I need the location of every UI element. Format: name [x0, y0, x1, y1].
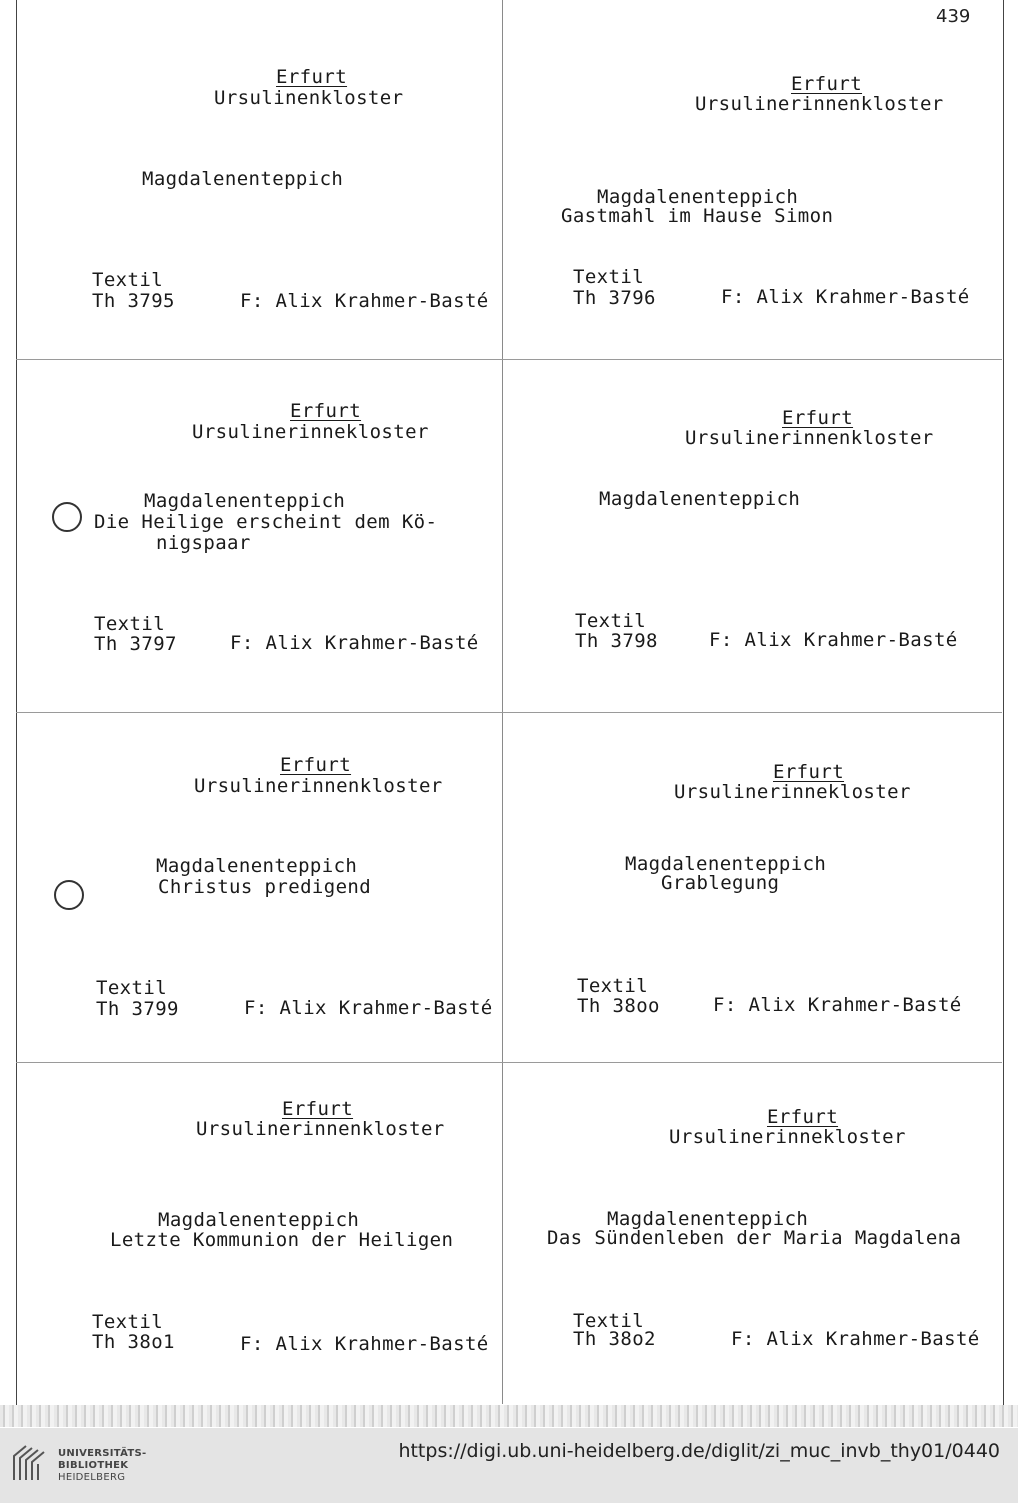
card-institution: Ursulinerinnenkloster: [196, 1118, 445, 1140]
card-title-line: Magdalenenteppich: [144, 490, 346, 512]
card-title-line: nigspaar: [156, 532, 251, 554]
card-city: Erfurt: [791, 73, 863, 95]
card-institution: Ursulinerinnekloster: [192, 421, 429, 443]
scan-edge-strip: [0, 1405, 1018, 1427]
catalog-card-th-3799: [16, 713, 502, 1065]
card-city: Erfurt: [282, 1098, 354, 1120]
card-photographer: F: Alix Krahmer-Basté: [709, 629, 958, 651]
card-city: Erfurt: [290, 400, 362, 422]
card-institution: Ursulinerinnekloster: [674, 781, 911, 803]
card-institution: Ursulinerinnenkloster: [685, 427, 934, 449]
card-city: Erfurt: [782, 407, 854, 429]
card-inventory-number: Th 38o2: [573, 1328, 656, 1350]
card-category: Textil: [573, 1310, 645, 1332]
card-inventory-number: Th 38oo: [577, 995, 660, 1017]
card-title-line: Magdalenenteppich: [156, 855, 358, 877]
card-photographer: F: Alix Krahmer-Basté: [240, 1333, 489, 1355]
card-title-line: Christus predigend: [158, 876, 372, 898]
catalog-card-th-3796: [503, 0, 989, 352]
card-category: Textil: [94, 613, 166, 635]
card-inventory-number: Th 3796: [573, 287, 656, 309]
source-url-link[interactable]: https://digi.ub.uni-heidelberg.de/diglit/zi_muc_invb_thy01/0440: [398, 1440, 1000, 1462]
card-inventory-number: Th 3799: [96, 998, 179, 1020]
card-photographer: F: Alix Krahmer-Basté: [244, 997, 493, 1019]
logo-text-line: BIBLIOTHEK: [58, 1460, 129, 1471]
card-category: Textil: [92, 1311, 164, 1333]
card-photographer: F: Alix Krahmer-Basté: [230, 632, 479, 654]
card-title-line: Gastmahl im Hause Simon: [561, 205, 834, 227]
card-city: Erfurt: [276, 66, 348, 88]
card-category: Textil: [575, 610, 647, 632]
card-institution: Ursulinerinnekloster: [669, 1126, 906, 1148]
card-category: Textil: [577, 975, 649, 997]
card-city: Erfurt: [773, 761, 845, 783]
card-title-line: Magdalenenteppich: [158, 1209, 360, 1231]
card-title-line: Magdalenenteppich: [599, 488, 801, 510]
catalog-card-th-3802: [503, 1063, 989, 1415]
card-category: Textil: [92, 269, 164, 291]
card-institution: Ursulinenkloster: [214, 87, 404, 109]
card-institution: Ursulinerinnenkloster: [695, 93, 944, 115]
library-logo-icon: [12, 1442, 48, 1482]
card-inventory-number: Th 3798: [575, 630, 658, 652]
logo-text-line: HEIDELBERG: [58, 1472, 126, 1483]
card-title-line: Magdalenenteppich: [607, 1208, 809, 1230]
page-number: 439: [936, 6, 971, 27]
card-inventory-number: Th 38o1: [92, 1331, 175, 1353]
card-category: Textil: [573, 266, 645, 288]
card-category: Textil: [96, 977, 168, 999]
card-title-line: Magdalenenteppich: [625, 853, 827, 875]
card-city: Erfurt: [767, 1106, 839, 1128]
card-inventory-number: Th 3797: [94, 633, 177, 655]
catalog-card-th-3800: [503, 713, 989, 1065]
card-title-line: Magdalenenteppich: [597, 186, 799, 208]
card-city: Erfurt: [280, 754, 352, 776]
logo-text-line: UNIVERSITÄTS-: [58, 1448, 147, 1459]
card-title-line: Letzte Kommunion der Heiligen: [110, 1229, 454, 1251]
card-photographer: F: Alix Krahmer-Basté: [240, 290, 489, 312]
card-photographer: F: Alix Krahmer-Basté: [731, 1328, 980, 1350]
footer-bar: [0, 1428, 1018, 1503]
catalog-card-th-3798: [503, 360, 989, 712]
card-inventory-number: Th 3795: [92, 290, 175, 312]
card-title-line: Das Sündenleben der Maria Magdalena: [547, 1227, 962, 1249]
card-title-line: Die Heilige erscheint dem Kö-: [94, 511, 438, 533]
catalog-card-th-3801: [16, 1063, 502, 1415]
card-photographer: F: Alix Krahmer-Basté: [721, 286, 970, 308]
card-institution: Ursulinerinnenkloster: [194, 775, 443, 797]
card-title-line: Grablegung: [661, 872, 780, 894]
card-title-line: Magdalenenteppich: [142, 168, 344, 190]
catalog-card-th-3797: [16, 360, 502, 712]
catalog-card-th-3795: [16, 0, 502, 352]
card-photographer: F: Alix Krahmer-Basté: [713, 994, 962, 1016]
